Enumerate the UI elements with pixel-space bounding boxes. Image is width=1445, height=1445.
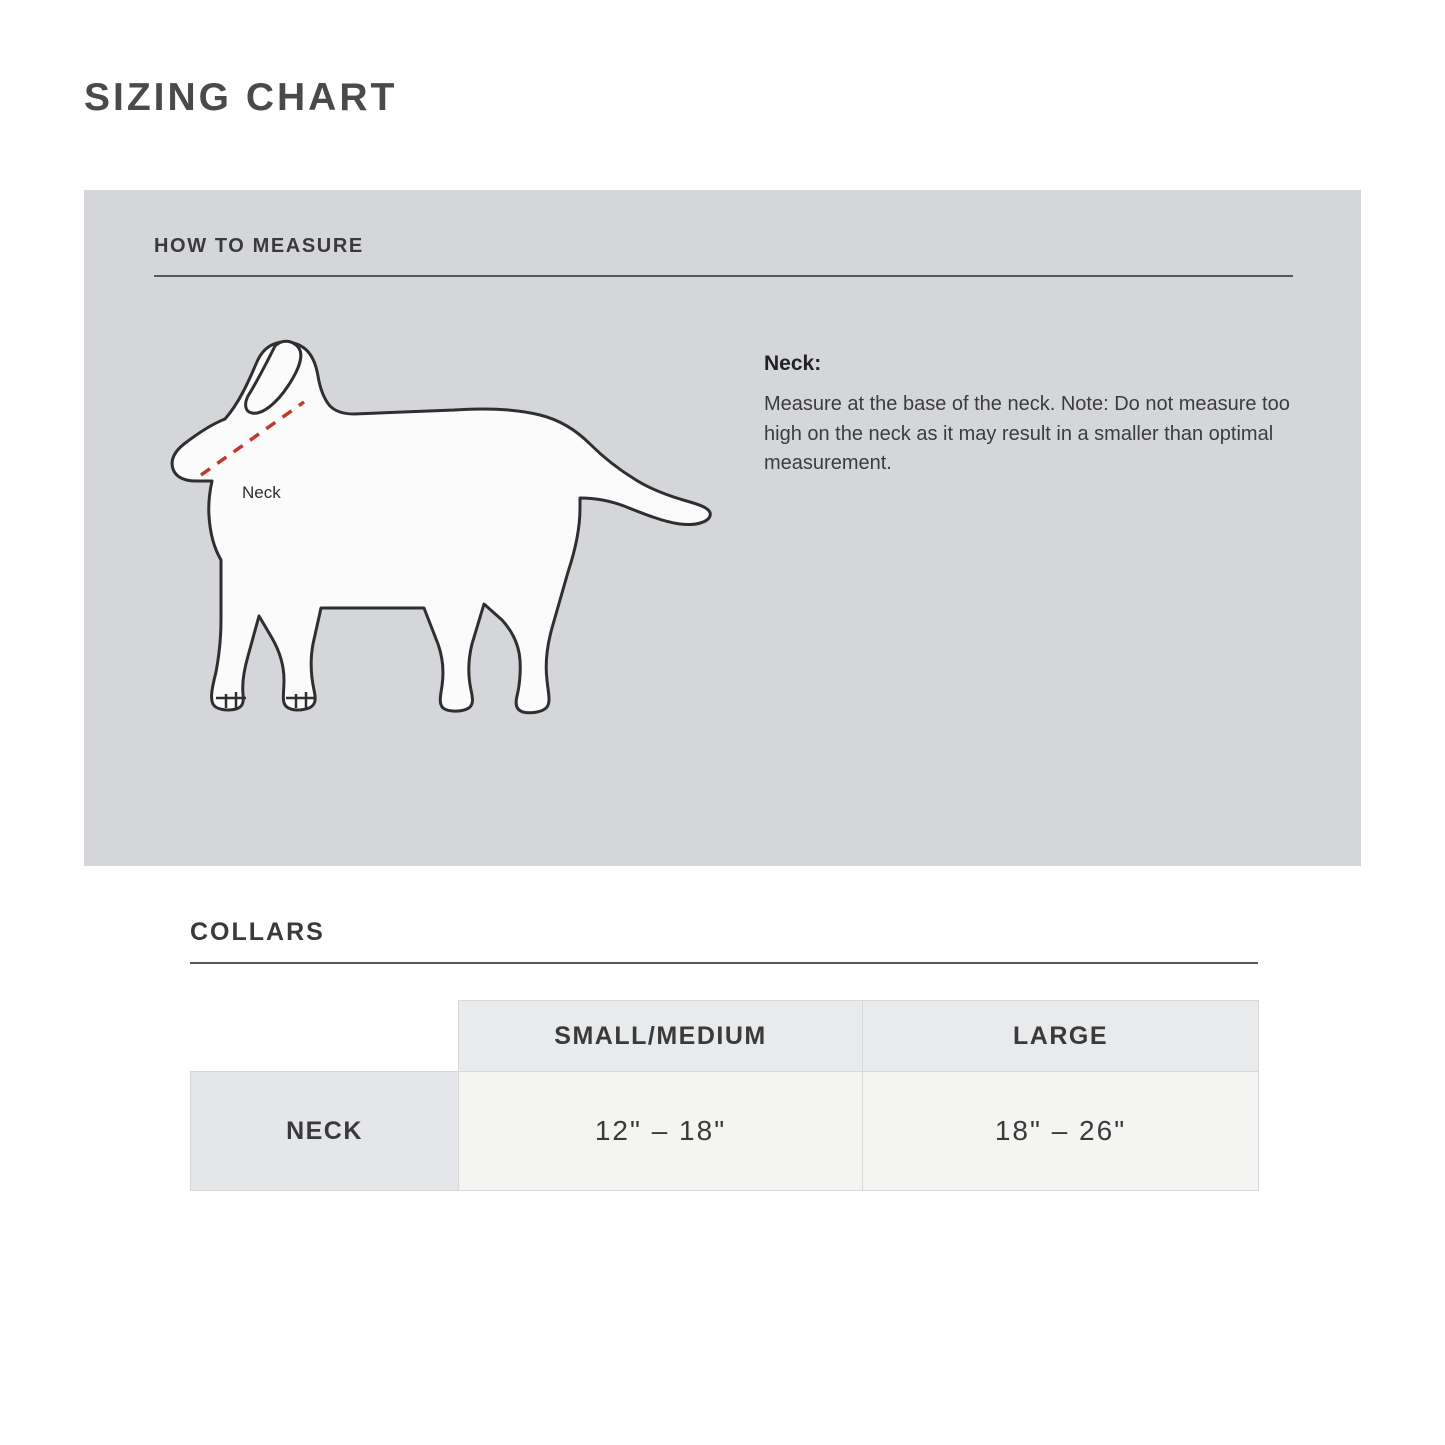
table-row [191,1072,1259,1191]
how-to-measure-panel [84,190,1361,866]
column-header-small-medium: SMALL/MEDIUM [459,1001,863,1072]
neck-label: Neck [242,483,281,502]
table-header-row [191,1001,1259,1072]
neck-info-title: Neck: [764,352,822,375]
how-to-measure-divider [154,275,1293,277]
dog-diagram [124,320,764,770]
page-title: SIZING CHART [84,76,398,119]
collars-size-table [190,1000,1259,1191]
table-corner-cell [191,1001,459,1072]
row-header-neck: NECK [191,1072,459,1191]
dog-silhouette-icon [124,320,764,770]
collars-divider [190,962,1258,964]
collars-heading: COLLARS [190,918,325,946]
neck-info [764,352,1304,479]
column-header-large: LARGE [863,1001,1259,1072]
cell-neck-small-medium: 12" – 18" [459,1072,863,1191]
cell-neck-large: 18" – 26" [863,1072,1259,1191]
neck-info-body: Measure at the base of the neck. Note: Do not measure too high on the neck as it may result in a smaller than optimal measurement. [764,393,1290,475]
how-to-measure-heading: HOW TO MEASURE [154,235,364,257]
